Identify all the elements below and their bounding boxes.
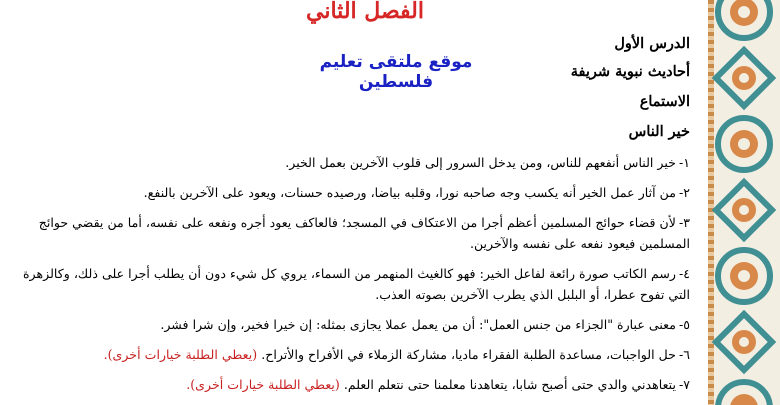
item-text: رسم الكاتب صورة رائعة لفاعل الخير: فهو كالغيث المنهمر من السماء، يروي كل شيء دون أن يطلب أجرا على ذلك، وكالزهرة التي تفوح عطرا، أو البلبل الذي يطرب الآخرين بصوته العذب. bbox=[22, 266, 690, 302]
border-ornament-icon bbox=[712, 244, 776, 308]
item-number: ٦- bbox=[678, 347, 690, 362]
decorative-border bbox=[708, 0, 780, 405]
item-number: ٢- bbox=[678, 185, 690, 200]
list-item bbox=[12, 344, 690, 365]
site-title: موقع ملتقى تعليم فلسطين bbox=[319, 52, 473, 92]
border-ornament-icon bbox=[712, 376, 776, 405]
item-number: ٣- bbox=[678, 215, 690, 230]
topic-label: خير الناس bbox=[628, 123, 690, 140]
list-item bbox=[12, 212, 690, 254]
item-text: خير الناس أنفعهم للناس، ومن يدخل السرور إلى قلوب الآخرين بعمل الخير. bbox=[285, 155, 676, 170]
item-number: ٧- bbox=[678, 377, 690, 392]
border-ornament-icon bbox=[712, 112, 776, 176]
border-ornament-icon bbox=[712, 178, 776, 242]
border-ornament-icon bbox=[712, 0, 776, 44]
lesson-label: الدرس الأول bbox=[614, 35, 690, 52]
item-number: ٤- bbox=[678, 266, 690, 281]
border-ornament-icon bbox=[712, 310, 776, 374]
item-text: حل الواجبات، مساعدة الطلبة الفقراء ماديا، مشاركة الزملاء في الأفراح والأتراح. bbox=[261, 347, 676, 362]
list-item bbox=[12, 374, 690, 395]
item-text: من آثار عمل الخير أنه يكسب وجه صاحبه نورا، وقلبه بياضا، ورصيده حسنات، ويعود على الآخرين بالنفع. bbox=[143, 185, 676, 200]
answer-list bbox=[12, 152, 690, 404]
list-item bbox=[12, 152, 690, 173]
item-text: معنى عبارة "الجزاء من جنس العمل": أن من يعمل عملا يجازى بمثله: إن خيرا فخير، وإن شرا فشر. bbox=[160, 317, 676, 332]
item-number: ٥- bbox=[678, 317, 690, 332]
list-item bbox=[12, 182, 690, 203]
chapter-title: الفصل الثاني bbox=[306, 0, 424, 24]
list-item bbox=[12, 314, 690, 335]
item-number: ١- bbox=[678, 155, 690, 170]
item-text: يتعاهدني والدي حتى أصبح شابا، يتعاهدنا معلمنا حتى نتعلم العلم. bbox=[343, 377, 676, 392]
listening-label: الاستماع bbox=[639, 93, 690, 110]
hadith-label: أحاديث نبوية شريفة bbox=[570, 63, 690, 80]
teacher-note: (يعطي الطلبة خيارات أخرى). bbox=[186, 377, 340, 392]
item-text: لأن قضاء حوائج المسلمين أعظم أجرا من الاعتكاف في المسجد؛ فالعاكف يعود أجره ونفعه على نفسه، أما من يقضي حوائج المسلمين فيعود نفعه على نفسه والآخرين. bbox=[38, 215, 690, 251]
border-ornament-icon bbox=[712, 46, 776, 110]
list-item bbox=[12, 263, 690, 305]
teacher-note: (يعطي الطلبة خيارات أخرى). bbox=[103, 347, 258, 362]
